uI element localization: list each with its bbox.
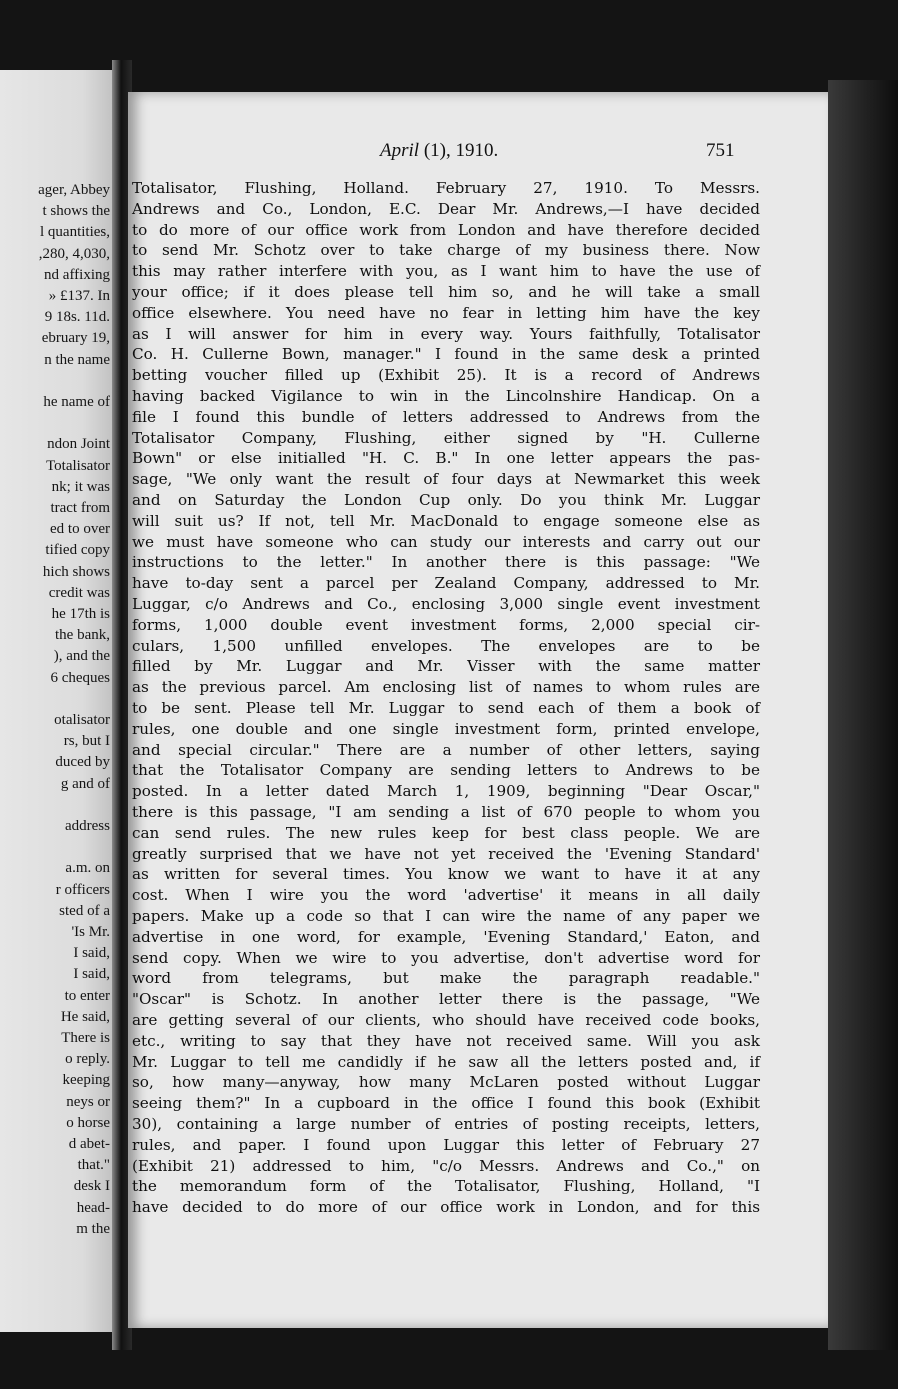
facing-page-line: There is	[61, 1030, 110, 1046]
text-line: filled by Mr. Luggar and Mr. Visser with the same matter	[132, 657, 760, 676]
text-line: Bown" or else initialled "H. C. B." In one letter appears the pas-	[132, 449, 760, 468]
text-line: 30), containing a large number of entries of posting receipts, letters,	[132, 1115, 760, 1133]
facing-page-line: to enter	[64, 987, 110, 1004]
facing-page-fragment	[0, 70, 118, 1332]
text-line: advertise in one word, for example, 'Evening Standard,' Eaton, and	[132, 927, 760, 946]
facing-page-line: l quantities,	[40, 224, 110, 241]
text-line: seeing them?" In a cupboard in the office I found this book (Exhibit	[132, 1094, 760, 1113]
text-line: word from telegrams, but make the paragraph readable."	[132, 969, 760, 988]
text-line: instructions to the letter." In another there is this passage: "We	[132, 553, 760, 572]
facing-page-line: I said,	[73, 966, 110, 983]
facing-page-line: 9 18s. 11d.	[44, 309, 110, 326]
text-line: to be sent. Please tell Mr. Luggar to send each of them a book of	[132, 699, 760, 717]
page-number: 751	[706, 140, 735, 161]
text-line: posted. In a letter dated March 1, 1909, beginning "Dear Oscar,"	[132, 782, 760, 801]
facing-page-line: He said,	[60, 1008, 110, 1025]
text-line: send copy. When we wire to you advertise, don't advertise word for	[132, 948, 760, 967]
facing-page-line: the bank,	[55, 627, 110, 644]
facing-page-line: ), and the	[53, 648, 110, 665]
facing-page-line: tract from	[50, 500, 110, 516]
facing-page-line: nk; it was	[51, 478, 110, 495]
text-line: we must have someone who can study our interests and carry out our	[132, 532, 760, 551]
text-line: forms, 1,000 double event investment forms, 2,000 special cir-	[132, 615, 760, 634]
facing-page-line: t shows the	[42, 203, 110, 220]
facing-page-line: duced by	[55, 754, 110, 771]
text-line: and on Saturday the London Cup only. Do you think Mr. Luggar	[132, 491, 760, 509]
text-line: have decided to do more of our office work in London, and for this	[132, 1198, 760, 1217]
facing-page-line: he name of	[43, 394, 110, 410]
facing-page-line: 6 cheques	[50, 669, 110, 686]
facing-page-line: n the name	[44, 351, 110, 368]
text-line: rules, one double and one single investment form, printed envelope,	[132, 719, 760, 738]
text-line: as the previous parcel. Am enclosing list of names to whom rules are	[132, 678, 760, 697]
facing-page-line: keeping	[62, 1072, 110, 1089]
text-line: culars, 1,500 unfilled envelopes. The envelopes are to be	[132, 636, 760, 655]
text-line: office elsewhere. You need have no fear in letting him have the key	[132, 303, 760, 322]
page-edge-shadow	[828, 80, 898, 1350]
facing-page-line: o reply.	[65, 1051, 110, 1068]
text-line: cost. When I wire you the word 'advertise' it means in all daily	[132, 886, 760, 905]
text-line: rules, and paper. I found upon Luggar this letter of February 27	[132, 1135, 760, 1154]
facing-page-line: m the	[76, 1220, 110, 1237]
facing-page-line: credit was	[48, 584, 110, 601]
facing-page-line: address	[65, 818, 110, 834]
text-line: betting voucher filled up (Exhibit 25). It is a record of Andrews	[132, 366, 760, 385]
facing-page-line: sted of a	[59, 902, 110, 919]
facing-page-line: head-	[76, 1199, 110, 1216]
text-line: to do more of our office work from London and have therefore decided	[132, 220, 760, 239]
text-line: file I found this bundle of letters addressed to Andrews from the	[132, 407, 760, 426]
facing-page-line: o horse	[66, 1114, 110, 1131]
facing-page-line: » £137. In	[48, 288, 110, 304]
text-line: Totalisator, Flushing, Holland. February 27, 1910. To Messrs.	[132, 179, 760, 197]
running-head	[380, 140, 498, 162]
facing-page-line: rs, but I	[63, 733, 110, 750]
facing-page-line: r officers	[55, 881, 110, 898]
facing-page-line: ndon Joint	[47, 436, 110, 453]
facing-page-line: g and of	[60, 775, 110, 792]
text-line: and special circular." There are a number of other letters, saying	[132, 740, 760, 759]
facing-page-line: a.m. on	[65, 860, 110, 877]
facing-page-line: neys or	[66, 1093, 110, 1110]
text-line: etc., writing to say that they have not received same. Will you ask	[132, 1031, 760, 1050]
text-line: Mr. Luggar to tell me candidly if he saw all the letters posted and, if	[132, 1052, 760, 1071]
text-line: having backed Vigilance to win in the Lincolnshire Handicap. On a	[132, 387, 760, 405]
facing-page-line: ebruary 19,	[41, 330, 110, 347]
text-line: that the Totalisator Company are sending letters to Andrews to be	[132, 761, 760, 780]
text-line: will suit us? If not, tell Mr. MacDonald to engage someone else as	[132, 511, 760, 530]
facing-page-line: hich shows	[42, 563, 110, 580]
text-line: can send rules. The new rules keep for best class people. We are	[132, 823, 760, 842]
text-line: Andrews and Co., London, E.C. Dear Mr. Andrews,—I have decided	[132, 199, 760, 218]
text-line: have to-day sent a parcel per Zealand Company, addressed to Mr.	[132, 574, 760, 593]
facing-page-line: d abet-	[68, 1136, 110, 1152]
text-line: as written for several times. You know we want to have it at any	[132, 865, 760, 884]
facing-page-line: tified copy	[45, 542, 110, 559]
text-line: to send Mr. Schotz over to take charge of my business there. Now	[132, 241, 760, 260]
running-head-date: (1), 1910.	[419, 140, 499, 161]
text-line: sage, "We only want the result of four days at Newmarket this week	[132, 470, 760, 489]
facing-page-line: 'Is Mr.	[71, 924, 110, 940]
page-header	[128, 140, 828, 170]
facing-page-line: otalisator	[54, 712, 110, 728]
facing-page-line: ,280, 4,030,	[38, 245, 110, 262]
facing-page-line: Totalisator	[46, 457, 110, 474]
facing-page-line: that."	[77, 1157, 110, 1174]
text-line: the memorandum form of the Totalisator, Flushing, Holland, "I	[132, 1177, 760, 1196]
text-line: Co. H. Cullerne Bown, manager." I found in the same desk a printed	[132, 345, 760, 364]
text-line: so, how many—anyway, how many McLaren posted without Luggar	[132, 1073, 760, 1092]
text-line: as I will answer for him in every way. Yours faithfully, Totalisator	[132, 324, 760, 343]
text-line: this may rather interfere with you, as I want him to have the use of	[132, 262, 760, 281]
text-line: your office; if it does please tell him so, and he will take a small	[132, 283, 760, 301]
text-line: Totalisator Company, Flushing, either signed by "H. Cullerne	[132, 428, 760, 447]
text-line: "Oscar" is Schotz. In another letter there is the passage, "We	[132, 990, 760, 1009]
facing-page-line: nd affixing	[44, 266, 110, 283]
facing-page-line: he 17th is	[51, 606, 110, 622]
text-line: there is this passage, "I am sending a list of 670 people to whom you	[132, 803, 760, 821]
facing-page-line: desk I	[73, 1178, 110, 1195]
text-line: (Exhibit 21) addressed to him, "c/o Messrs. Andrews and Co.," on	[132, 1156, 760, 1175]
text-line: are getting several of our clients, who should have received code books,	[132, 1011, 760, 1029]
running-head-month: April	[380, 140, 420, 161]
facing-page-line: ager, Abbey	[38, 182, 110, 198]
facing-page-line: ed to over	[50, 521, 110, 538]
text-line: Luggar, c/o Andrews and Co., enclosing 3,000 single event investment	[132, 595, 760, 613]
facing-page-line: I said,	[73, 945, 110, 962]
text-line: papers. Make up a code so that I can wire the name of any paper we	[132, 907, 760, 925]
text-line: greatly surprised that we have not yet received the 'Evening Standard'	[132, 844, 760, 863]
